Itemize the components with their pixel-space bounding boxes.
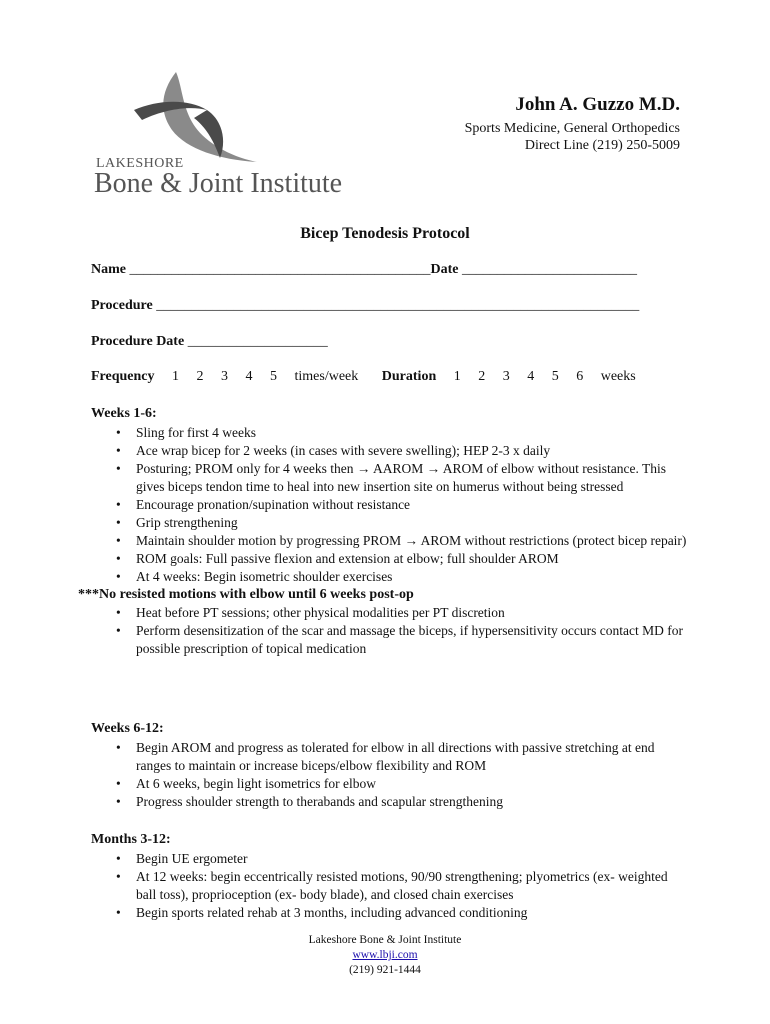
duration-label: Duration [381, 369, 437, 384]
duration-option[interactable]: 6 [576, 369, 584, 384]
duration-option[interactable]: 3 [502, 369, 510, 384]
footer [0, 933, 770, 978]
procedure-field-row [91, 298, 639, 314]
section-heading: Weeks 6-12: [91, 721, 164, 736]
footer-phone: (219) 921-1444 [349, 964, 421, 976]
procedure-date-field-row [91, 334, 328, 350]
frequency-option[interactable]: 3 [221, 369, 229, 384]
doctor-name: John A. Guzzo M.D. [515, 94, 680, 115]
list-item: • Begin AROM and progress as tolerated for elbow in all directions with passive stretching at end ranges to maintain or increase biceps/elbow flexibility and ROM [91, 739, 691, 775]
list-item: • ROM goals: Full passive flexion and extension at elbow; full shoulder AROM [91, 550, 691, 568]
frequency-option[interactable]: 1 [172, 369, 180, 384]
procedure-date-blank[interactable]: ____________________ [187, 334, 328, 349]
frequency-option[interactable]: 2 [196, 369, 204, 384]
logo-mark-icon [132, 70, 272, 170]
section-weeks-1-6 [78, 406, 691, 658]
footer-org: Lakeshore Bone & Joint Institute [308, 934, 462, 946]
list-item: • Progress shoulder strength to therabands and scapular strengthening [91, 793, 691, 811]
doctor-specialty: Sports Medicine, General Orthopedics [464, 121, 680, 136]
section-weeks-6-12 [91, 721, 691, 811]
list-item: • At 6 weeks, begin light isometrics for elbow [91, 775, 691, 793]
list-item: • Posturing; PROM only for 4 weeks then → AAROM → AROM of elbow without resistance. This gives biceps tendon time to heal into new insertion site on humerus without being stressed [91, 460, 691, 496]
section-heading: Weeks 1-6: [91, 406, 157, 421]
frequency-label: Frequency [91, 369, 155, 384]
duration-option[interactable]: 2 [478, 369, 486, 384]
list-item: • Ace wrap bicep for 2 weeks (in cases with severe swelling); HEP 2-3 x daily [91, 442, 691, 460]
bullet-list [91, 739, 691, 811]
section-heading: Months 3-12: [91, 832, 171, 847]
section-months-3-12 [91, 832, 691, 922]
list-item: • Sling for first 4 weeks [91, 424, 691, 442]
list-item: • Maintain shoulder motion by progressing PROM → AROM without restrictions (protect bicep repair) [91, 532, 691, 550]
logo-big-text: Bone & Joint Institute [94, 168, 343, 199]
duration-option[interactable]: 4 [527, 369, 535, 384]
list-item: • Grip strengthening [91, 514, 691, 532]
list-item: • Begin sports related rehab at 3 months, including advanced conditioning [91, 904, 691, 922]
name-field-row [91, 262, 637, 278]
page-title: Bicep Tenodesis Protocol [300, 225, 470, 242]
doctor-info [465, 94, 680, 154]
procedure-label: Procedure [91, 298, 153, 313]
list-item: • Encourage pronation/supination without resistance [91, 496, 691, 514]
procedure-date-label: Procedure Date [91, 334, 185, 349]
frequency-row [91, 369, 636, 385]
logo [92, 70, 382, 200]
duration-option[interactable]: 1 [453, 369, 461, 384]
bullet-list [91, 424, 691, 586]
frequency-option[interactable]: 4 [245, 369, 253, 384]
name-blank[interactable]: ___________________________________________ [129, 262, 431, 277]
list-item: • At 4 weeks: Begin isometric shoulder exercises [91, 568, 691, 586]
doctor-phone: Direct Line (219) 250-5009 [524, 138, 680, 153]
duration-option[interactable]: 5 [551, 369, 559, 384]
list-item: • At 12 weeks: begin eccentrically resisted motions, 90/90 strengthening; plyometrics (ex- weighted ball toss), proprioception (ex- body blade), and closed chain exercises [91, 868, 691, 904]
name-label: Name [91, 262, 126, 277]
date-label: Date [430, 262, 459, 277]
duration-unit: weeks [600, 369, 636, 384]
frequency-unit: times/week [294, 369, 359, 384]
bullet-list [91, 604, 691, 658]
frequency-option[interactable]: 5 [270, 369, 278, 384]
warning-note: ***No resisted motions with elbow until 6 weeks post-op [78, 587, 414, 602]
logo-small-text: LAKESHORE [96, 156, 184, 171]
bullet-list [91, 850, 691, 922]
date-blank[interactable]: _________________________ [462, 262, 637, 277]
list-item: • Heat before PT sessions; other physical modalities per PT discretion [91, 604, 691, 622]
list-item: • Begin UE ergometer [91, 850, 691, 868]
procedure-blank[interactable]: _____________________________________________________________________ [156, 298, 640, 313]
footer-website-link[interactable]: www.lbji.com [352, 949, 418, 961]
list-item: • Perform desensitization of the scar and massage the biceps, if hypersensitivity occurs contact MD for possible prescription of topical medication [91, 622, 691, 658]
